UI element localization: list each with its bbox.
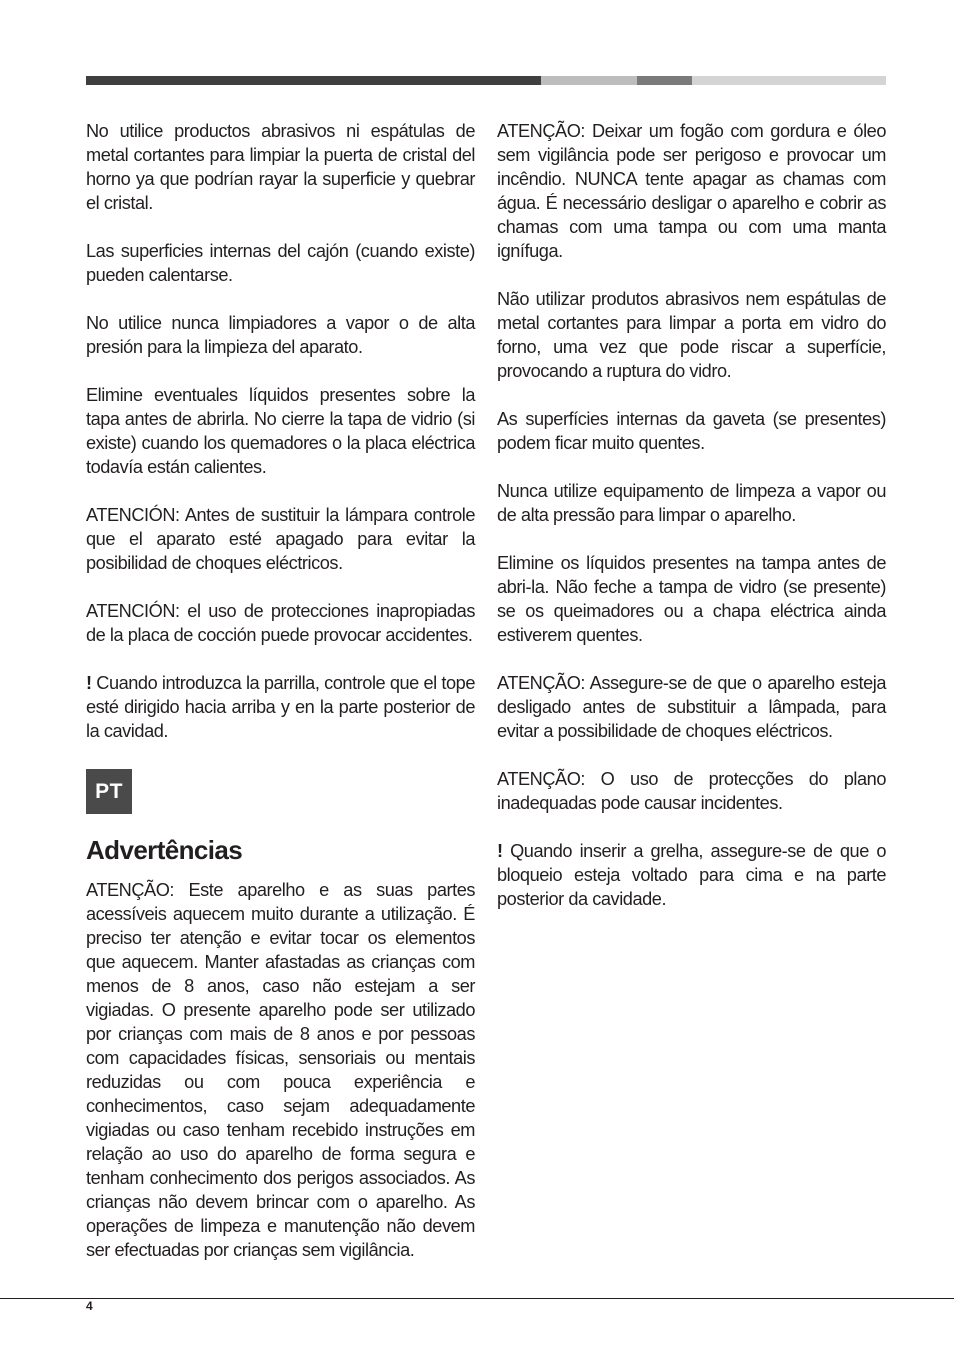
pt-paragraph-lid-liquids: Elimine os líquidos presentes na tampa antes de abri-la. Não feche a tampa de vidro (se presente) se os queimadores ou a chapa eléctrica ainda estiverem quentes. [497,553,886,645]
right-column [497,119,886,935]
pt-paragraph-abrasives: Não utilizar produtos abrasivos nem espátulas de metal cortantes para limpar a porta em vidro do forno, uma vez que pode riscar a superfície, provocando a ruptura do vidro. [497,289,886,381]
footer-rule [0,1298,954,1299]
es-note-shelf [86,671,475,743]
pt-paragraph-protections-warning: ATENÇÃO: O uso de protecções do plano inadequadas pode causar incidentes. [497,769,886,813]
page-number: 4 [86,1299,93,1313]
es-paragraph-protections-warning: ATENCIÓN: el uso de protecciones inapropiadas de la placa de cocción puede provocar accidentes. [86,601,475,645]
pt-paragraph-lamp-warning: ATENÇÃO: Assegure-se de que o aparelho esteja desligado antes de substituir a lâmpada, para evitar a possibilidade de choques eléctricos. [497,673,886,741]
pt-paragraph-fire-warning: ATENÇÃO: Deixar um fogão com gordura e óleo sem vigilância pode ser perigoso e provocar um incêndio. NUNCA tente apagar as chamas com água. É necessário desligar o aparelho e cobrir as chamas com uma tampa ou com uma manta ignífuga. [497,121,886,261]
es-paragraph-lamp-warning: ATENCIÓN: Antes de sustituir la lámpara controle que el aparato esté apagado para evitar la posibilidad de choques eléctricos. [86,505,475,573]
pt-paragraph-steam-cleaners: Nunca utilize equipamento de limpeza a vapor ou de alta pressão para limpar o aparelho. [497,481,886,525]
pt-paragraph-drawer-surfaces: As superfícies internas da gaveta (se presentes) podem ficar muito quentes. [497,409,886,453]
header-bar-dark-segment [86,76,541,85]
exclamation-mark: ! [497,841,503,861]
pt-note-shelf [497,839,886,911]
pt-warning-children: ATENÇÃO: Este aparelho e as suas partes acessíveis aquecem muito durante a utilização. É preciso ter atenção e evitar tocar os elementos que aquecem. Manter afastadas as crianças com menos de 8 anos, caso não estejam a ser vigiadas. O presente aparelho pode ser utilizado por crianças com mais de 8 anos e por pessoas com capacidades físicas, sensoriais ou mentais reduzidas ou com pouca experiência e conhecimentos, caso sejam adequadamente vigiadas ou caso tenham recebido instruções em relação ao uso do aparelho de forma segura e tenham conhecimento dos perigos associados. As crianças não devem brincar com o aparelho. As operações de limpeza e manutenção não devem ser efectuadas por crianças sem vigilância. [86,880,475,1260]
header-bar-mid-segment [637,76,692,85]
es-paragraph-lid-liquids: Elimine eventuales líquidos presentes sobre la tapa antes de abrirla. No cierre la tapa de vidrio (si existe) cuando los quemadores o la placa eléctrica todavía están calientes. [86,385,475,477]
left-column [86,119,475,1286]
es-paragraph-abrasives: No utilice productos abrasivos ni espátulas de metal cortantes para limpiar la puerta de cristal del horno ya que podrían rayar la superficie y quebrar el cristal. [86,121,475,213]
exclamation-mark: ! [86,673,92,693]
es-paragraph-drawer-surfaces: Las superficies internas del cajón (cuando existe) pueden calentarse. [86,241,475,285]
pt-note-text: Quando inserir a grelha, assegure-se de que o bloqueio esteja voltado para cima e na parte posterior da cavidade. [497,841,886,909]
language-badge-pt: PT [86,769,132,814]
header-bar-light-segment [541,76,637,85]
header-color-bar [86,76,886,85]
es-note-text: Cuando introduzca la parrilla, controle que el tope esté dirigido hacia arriba y en la parte posterior de la cavidad. [86,673,475,741]
es-paragraph-steam-cleaners: No utilice nunca limpiadores a vapor o de alta presión para la limpieza del aparato. [86,313,475,357]
section-title: Advertências [86,835,243,865]
header-bar-pale-segment [692,76,886,85]
